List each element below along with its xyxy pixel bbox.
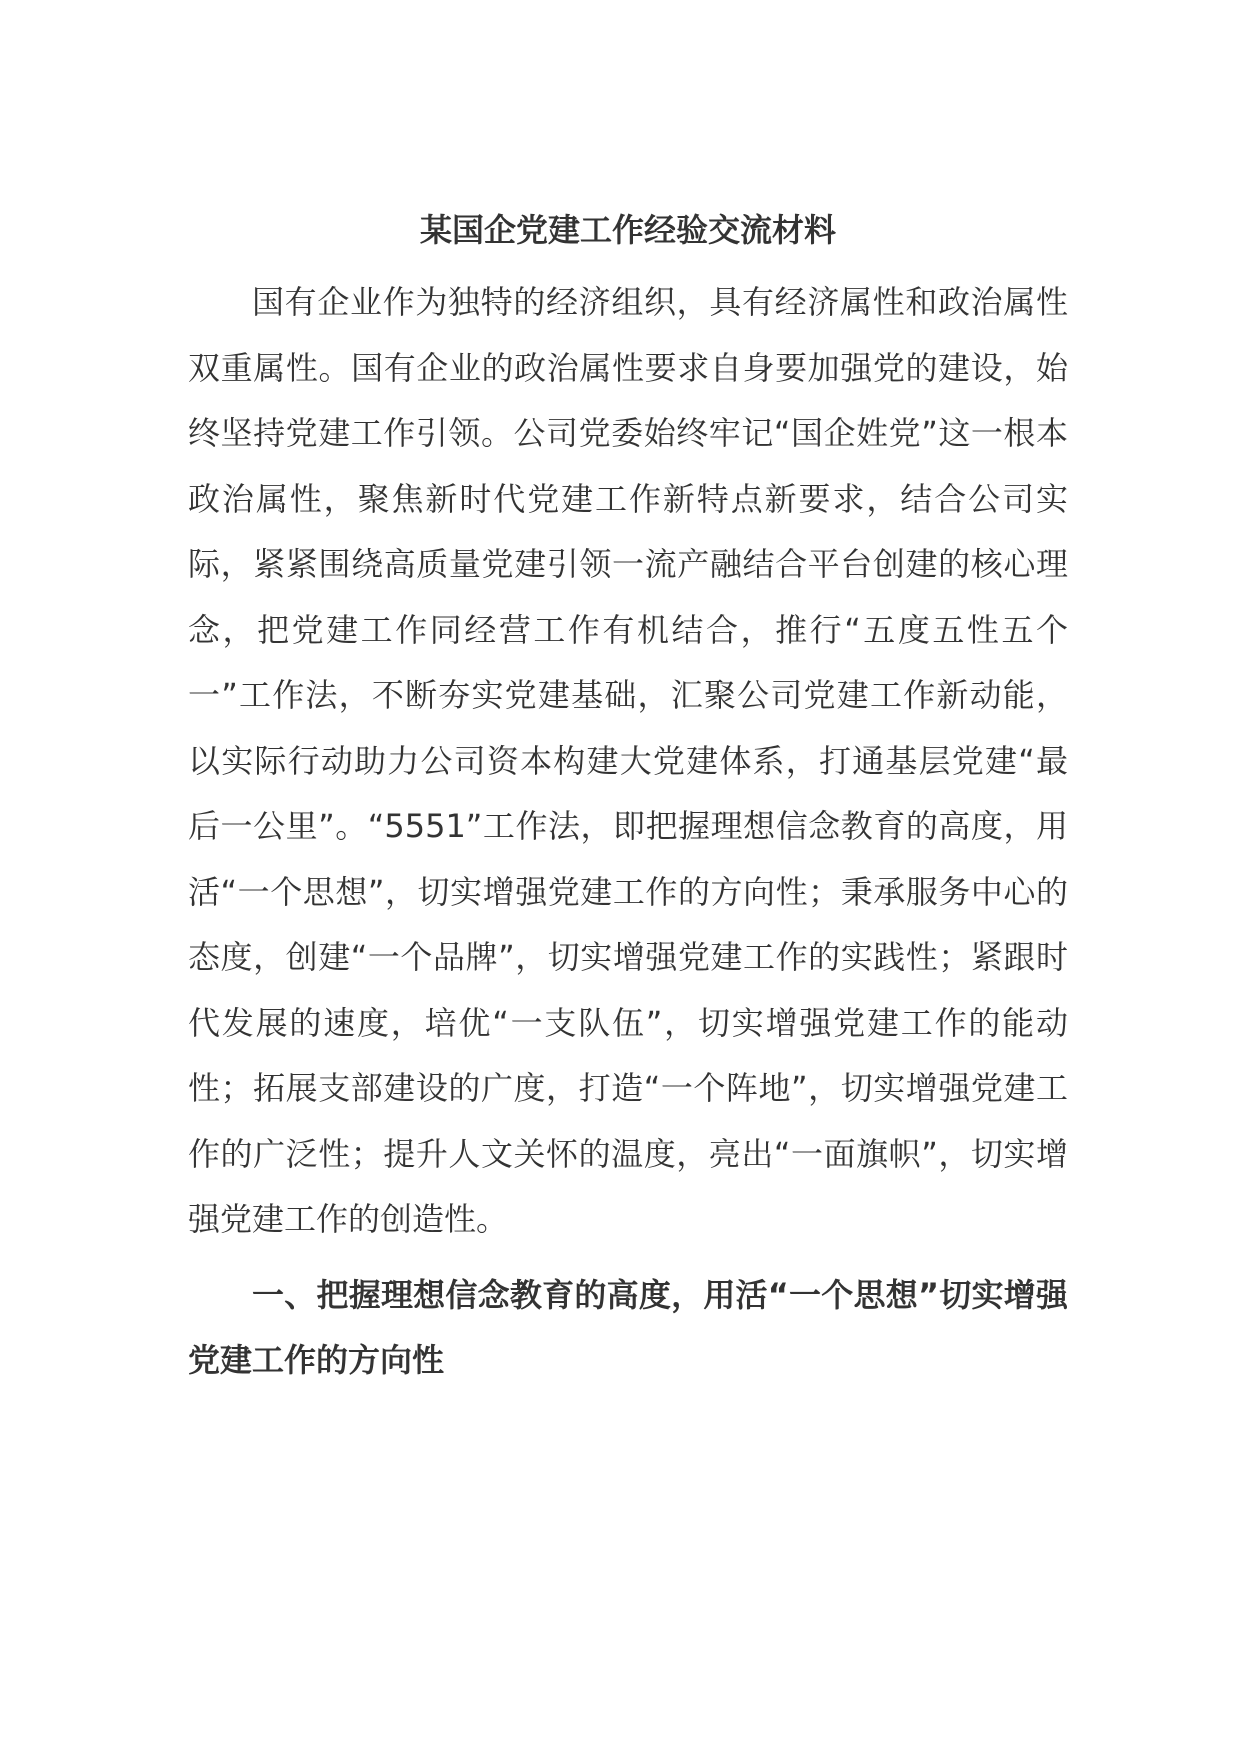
- document-title: 某国企党建工作经验交流材料: [419, 211, 836, 249]
- section-heading: 一、把握理想信念教育的高度，用活“一个思想”切实增强党建工作的方向性: [188, 1275, 1068, 1379]
- body-paragraph: 国有企业作为独特的经济组织，具有经济属性和政治属性双重属性。国有企业的政治属性要求自身要加强党的建设，始终坚持党建工作引领。公司党委始终牢记“国企姓党”这一根本政治属性，聚焦新时代党建工作新特点新要求，结合公司实际，紧紧围绕高质量党建引领一流产融结合平台创建的核心理念，把党建工作同经营工作有机结合，推行“五度五性五个一”工作法，不断夯实党建基础，汇聚公司党建工作新动能，以实际行动助力公司资本构建大党建体系，打通基层党建“最后一公里”。“5551”工作法，即把握理想信念教育的高度，用活“一个思想”，切实增强党建工作的方向性；秉承服务中心的态度，创建“一个品牌”，切实增强党建工作的实践性；紧跟时代发展的速度，培优“一支队伍”，切实增强党建工作的能动性；拓展支部建设的广度，打造“一个阵地”，切实增强党建工作的广泛性；提升人文关怀的温度，亮出“一面旗帜”，切实增强党建工作的创造性。: [188, 283, 1068, 1238]
- document-content: [188, 200, 1068, 1394]
